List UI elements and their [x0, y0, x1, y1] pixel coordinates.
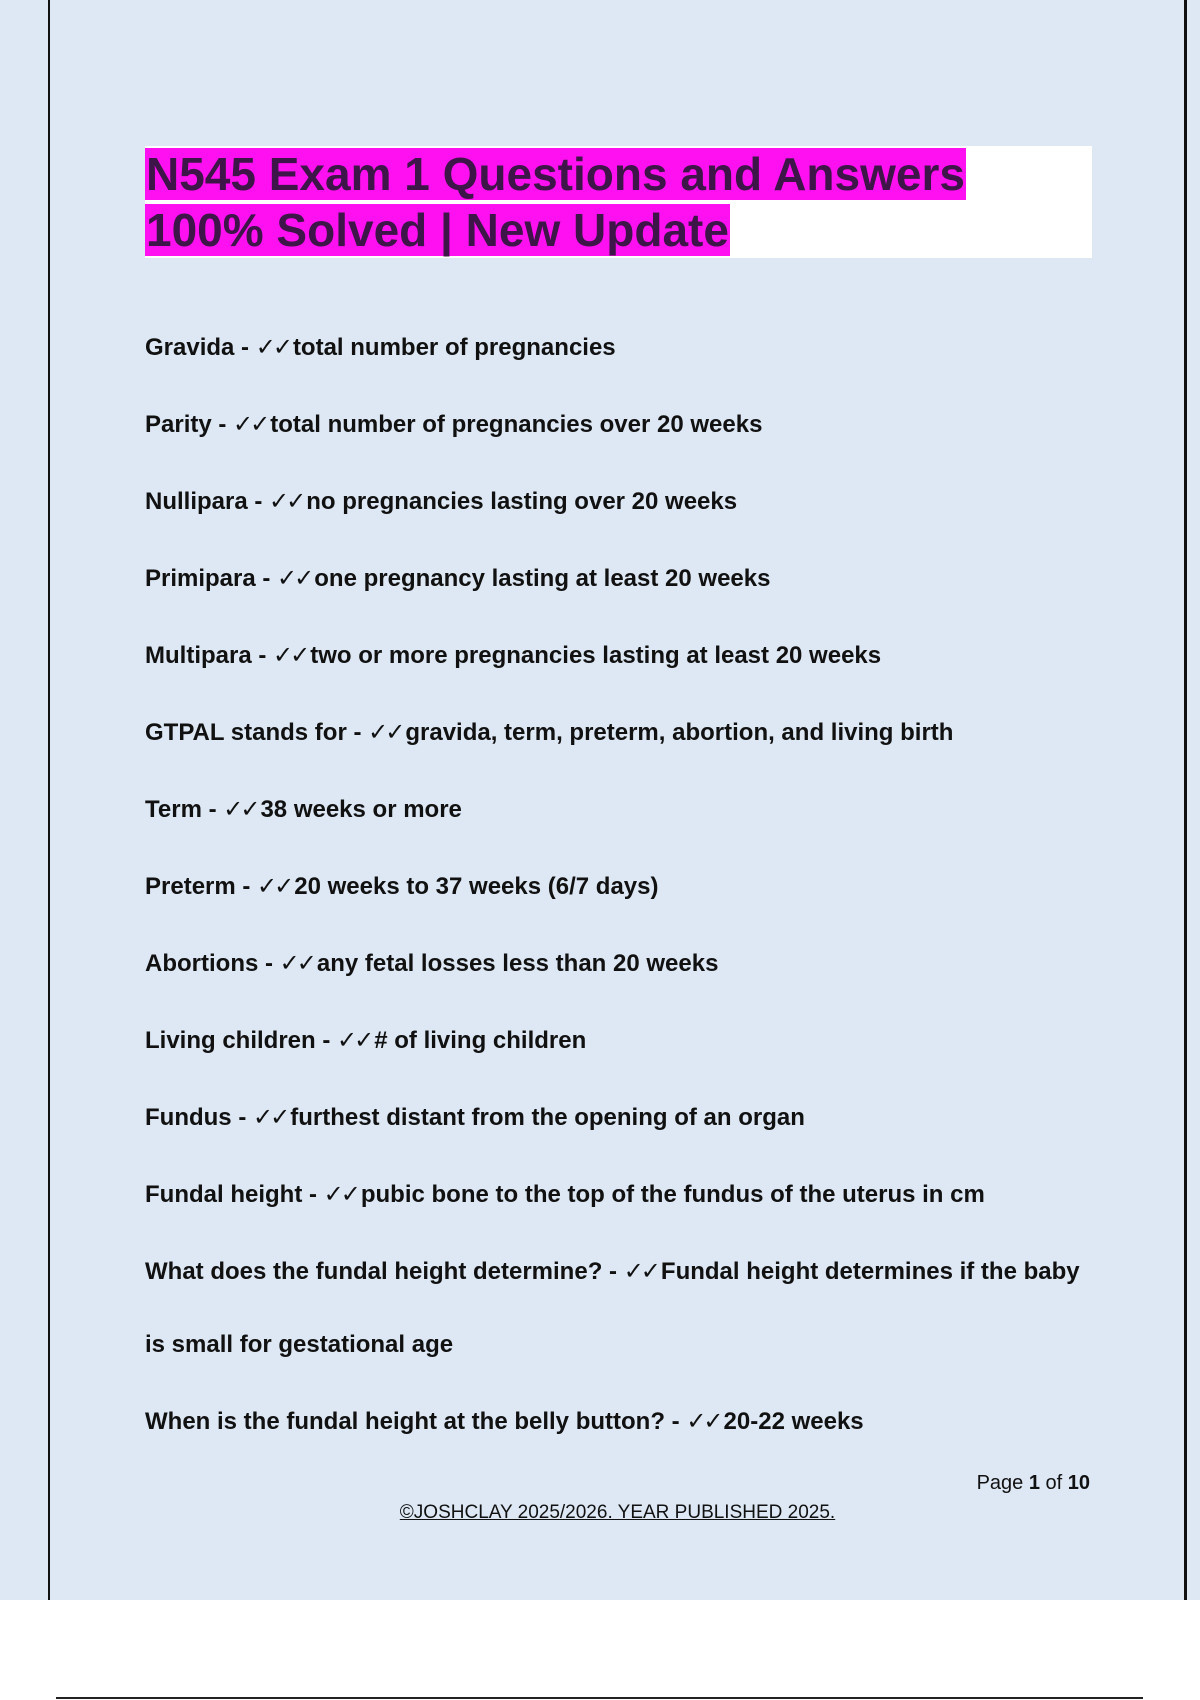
- qa-answer: 20 weeks to 37 weeks (6/7 days): [294, 873, 659, 900]
- qa-answer: total number of pregnancies over 20 weeks: [270, 411, 763, 438]
- qa-term: When is the fundal height at the belly button? -: [145, 1408, 687, 1435]
- qa-term: Abortions -: [145, 950, 280, 977]
- qa-answer: gravida, term, preterm, abortion, and living birth: [405, 719, 954, 746]
- qa-term: Preterm -: [145, 873, 258, 900]
- qa-item: [145, 1175, 1105, 1214]
- page-border-left: [48, 0, 50, 1600]
- qa-term: Fundus -: [145, 1104, 253, 1131]
- qa-term: Primipara -: [145, 565, 278, 592]
- title-line-2: 100% Solved | New Update: [146, 204, 729, 256]
- qa-term: Gravida -: [145, 334, 256, 361]
- qa-item: [145, 482, 1105, 521]
- qa-item: [145, 405, 1105, 444]
- title-line-1: N545 Exam 1 Questions and Answers: [146, 148, 965, 200]
- qa-term: Living children -: [145, 1027, 338, 1054]
- qa-answer: furthest distant from the opening of an organ: [290, 1104, 805, 1131]
- page-current: 1: [1028, 1472, 1040, 1494]
- qa-term: Parity -: [145, 411, 234, 438]
- double-check-icon: ✓✓: [368, 718, 403, 746]
- double-check-icon: ✓✓: [223, 795, 258, 823]
- page-label: Page: [976, 1472, 1029, 1494]
- double-check-icon: ✓✓: [337, 1026, 372, 1054]
- qa-term: What does the fundal height determine? -: [145, 1258, 624, 1285]
- qa-term: Nullipara -: [145, 488, 270, 515]
- qa-answer: 38 weeks or more: [260, 796, 462, 823]
- qa-item: [145, 1235, 1105, 1381]
- qa-item: [145, 1402, 1105, 1441]
- double-check-icon: ✓✓: [255, 333, 290, 361]
- qa-answer: two or more pregnancies lasting at least 20 weeks: [310, 642, 882, 669]
- qa-term: GTPAL stands for -: [145, 719, 369, 746]
- qa-answer: one pregnancy lasting at least 20 weeks: [314, 565, 771, 592]
- qa-term: Multipara -: [145, 642, 274, 669]
- qa-answer: 20-22 weeks: [723, 1408, 864, 1435]
- double-check-icon: ✓✓: [323, 1180, 358, 1208]
- qa-answer: pubic bone to the top of the fundus of the uterus in cm: [360, 1181, 985, 1208]
- double-check-icon: ✓✓: [273, 641, 308, 669]
- qa-item: [145, 1098, 1105, 1137]
- qa-item: [145, 559, 1105, 598]
- page-number: [900, 1472, 1090, 1495]
- qa-answer: # of living children: [374, 1027, 587, 1054]
- title-box: [145, 146, 1092, 258]
- qa-answer: any fetal losses less than 20 weeks: [316, 950, 719, 977]
- qa-item: [145, 636, 1105, 675]
- qa-item: [145, 328, 1105, 367]
- copyright-footer: ©JOSHCLAY 2025/2026. YEAR PUBLISHED 2025.: [399, 1502, 836, 1523]
- qa-item: [145, 944, 1105, 983]
- qa-answer: no pregnancies lasting over 20 weeks: [306, 488, 738, 515]
- qa-term: Fundal height -: [145, 1181, 324, 1208]
- qa-answer: Fundal height determines if the baby is small for gestational age: [145, 1258, 1080, 1358]
- qa-item: [145, 713, 1105, 752]
- double-check-icon: ✓✓: [686, 1407, 721, 1435]
- qa-term: Term -: [145, 796, 224, 823]
- document-title: [145, 146, 1092, 258]
- page-total: 10: [1067, 1472, 1090, 1494]
- double-check-icon: ✓✓: [252, 1103, 288, 1131]
- qa-item: [145, 1021, 1105, 1060]
- qa-item: [145, 790, 1105, 829]
- qa-answer: total number of pregnancies: [292, 334, 616, 361]
- double-check-icon: ✓✓: [623, 1257, 658, 1285]
- double-check-icon: ✓✓: [279, 949, 314, 977]
- page-of: of: [1039, 1472, 1068, 1494]
- qa-list: [145, 328, 1105, 1479]
- double-check-icon: ✓✓: [233, 410, 268, 438]
- bottom-divider: [56, 1697, 1143, 1699]
- double-check-icon: ✓✓: [277, 564, 312, 592]
- qa-item: [145, 867, 1105, 906]
- double-check-icon: ✓✓: [269, 487, 304, 515]
- page-border-right: [1184, 0, 1187, 1600]
- double-check-icon: ✓✓: [257, 872, 292, 900]
